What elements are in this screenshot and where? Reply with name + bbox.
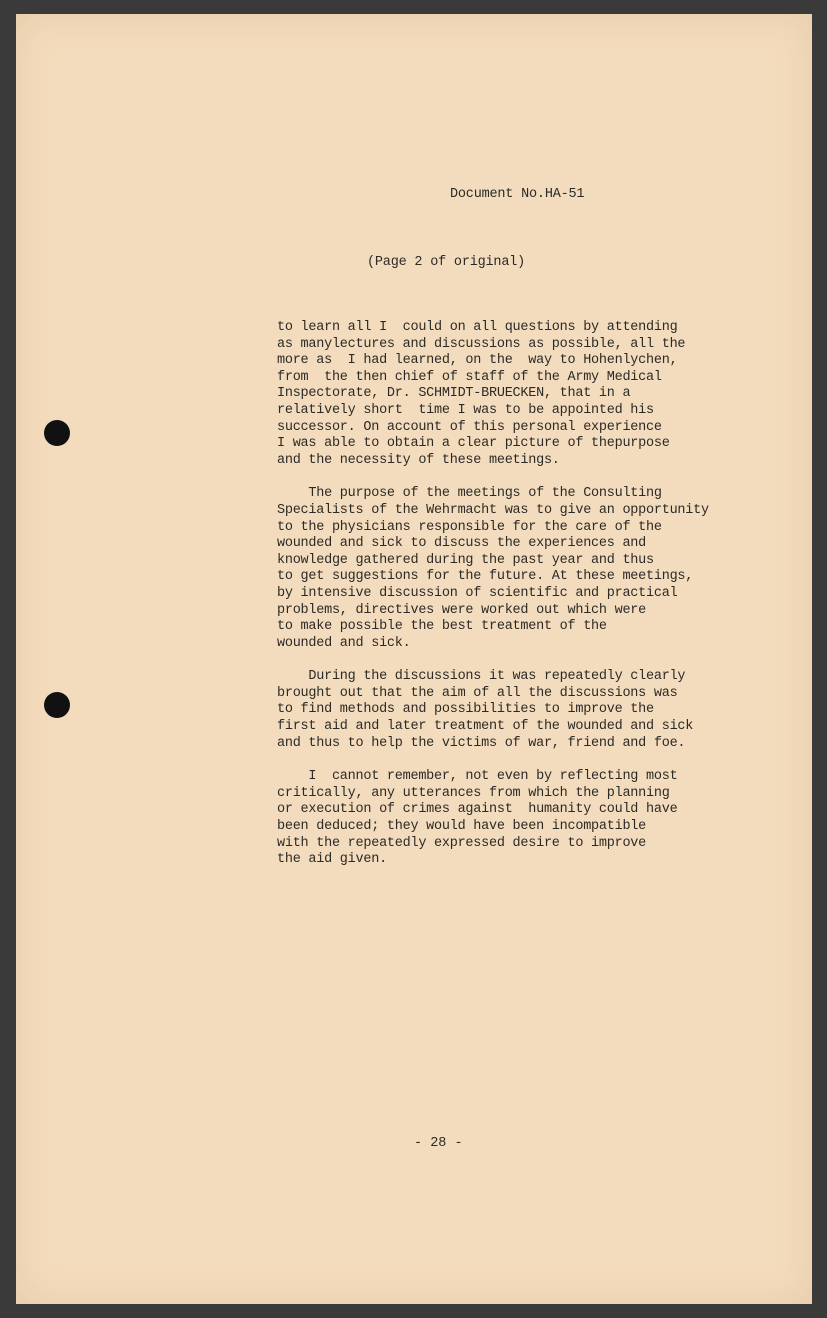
punch-hole (44, 692, 70, 718)
page-number: - 28 - (414, 1136, 463, 1151)
page-reference: (Page 2 of original) (367, 255, 526, 270)
paragraph: I cannot remember, not even by reflecting most critically, any utterances from which the planning or execution of crimes against humanity could have been deduced; they would have been incompatible with the repeatedly expressed desire to improve the aid given. (277, 769, 678, 868)
document-body (277, 320, 747, 886)
punch-hole (44, 420, 70, 446)
paragraph: The purpose of the meetings of the Consulting Specialists of the Wehrmacht was to give an opportunity to the physicians responsible for the care of the wounded and sick to discuss the experiences and knowledge gathered during the past year and thus to get suggestions for the future. At these meetings, by intensive discussion of scientific and practical problems, directives were worked out which were to make possible the best treatment of the wounded and sick. (277, 486, 709, 651)
paragraph: During the discussions it was repeatedly clearly brought out that the aim of all the discussions was to find methods and possibilities to improve the first aid and later treatment of the wounded and sick and thus to help the victims of war, friend and foe. (277, 669, 694, 751)
document-number: Document No.HA-51 (450, 187, 585, 202)
paragraph: to learn all I could on all questions by attending as manylectures and discussions as possible, all the more as I had learned, on the way to Hohenlychen, from the then chief of staff of the Army Medical Inspectorate, Dr. SCHMIDT-BRUECKEN, that in a relatively short time I was to be appointed his successor. On account of this personal experience I was able to obtain a clear picture of thepurpose and the necessity of these meetings. (277, 320, 686, 468)
